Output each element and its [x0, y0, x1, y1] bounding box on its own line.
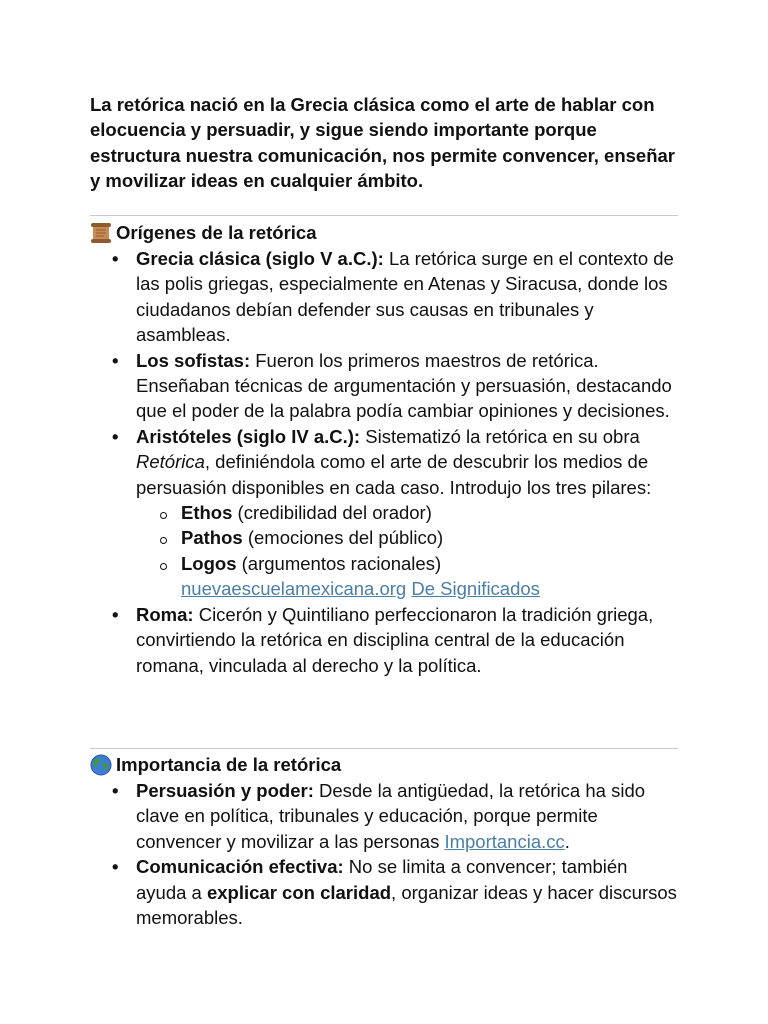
importance-list: [112, 778, 682, 930]
item-term: Los sofistas:: [136, 349, 251, 371]
pillar-item: [158, 551, 682, 602]
item-term: Aristóteles (siglo IV a.C.):: [136, 425, 361, 447]
scroll-icon: [90, 222, 112, 244]
list-item: [112, 778, 682, 854]
section-title: Importancia de la retórica: [116, 754, 342, 775]
section-title: Orígenes de la retórica: [116, 222, 317, 243]
section-divider: [90, 215, 678, 216]
pillar-item: [158, 525, 682, 550]
item-text: .: [564, 830, 570, 852]
section-heading-importancia: [90, 752, 341, 777]
item-text: Sistematizó la retórica en su obra: [360, 425, 640, 447]
item-term: Grecia clásica (siglo V a.C.):: [136, 248, 384, 269]
pillar-text: (emociones del público): [242, 527, 444, 549]
list-item: [112, 424, 682, 602]
list-item: [112, 348, 682, 424]
pillar-text: (argumentos racionales): [236, 552, 442, 574]
section-heading-origenes: [90, 220, 317, 245]
item-text: Desde la antigüedad, la retórica ha sido clave en política, tribunales y educación, porque permite convencer y movilizar a las personas: [136, 780, 646, 852]
item-term: Persuasión y poder:: [136, 780, 314, 801]
item-text: , organizar ideas y hacer discursos memorables.: [136, 881, 677, 929]
emphasis: explicar con claridad: [206, 881, 392, 903]
list-item: [112, 854, 682, 930]
source-link[interactable]: nuevaescuelamexicana.org: [181, 578, 407, 600]
item-text: Cicerón y Quintiliano perfeccionaron la tradición griega, convirtiendo la retórica en disciplina central de la educación romana, vinculada al derecho y la política.: [136, 603, 654, 676]
item-text: Fueron los primeros maestros de retórica. Enseñaban técnicas de argumentación y persuasión, destacando que el poder de la palabra podía cambiar opiniones y decisiones.: [136, 349, 672, 422]
pillar-text: (credibilidad del orador): [232, 502, 432, 524]
globe-icon: [90, 754, 112, 776]
list-item: [112, 246, 682, 348]
item-term: Roma:: [136, 603, 194, 625]
list-item: [112, 602, 682, 678]
pillar-term: Logos: [181, 552, 237, 574]
pillar-item: [158, 500, 682, 525]
item-text: , definiéndola como el arte de descubrir los medios de persuasión disponibles en cada caso. Introdujo los tres pilares:: [136, 451, 652, 498]
book-title: Retórica: [136, 451, 205, 473]
pillar-term: Ethos: [181, 502, 233, 524]
item-text: La retórica surge en el contexto de las polis griegas, especialmente en Atenas y Siracusa, donde los ciudadanos debían defender sus causas en tribunales y asambleas.: [136, 248, 674, 346]
item-term: Comunicación efectiva:: [136, 856, 344, 878]
section-divider: [90, 748, 678, 749]
pillars-list: [136, 500, 682, 602]
source-link[interactable]: Importancia.cc: [444, 830, 565, 852]
pillar-term: Pathos: [181, 527, 243, 549]
origins-list: [112, 246, 682, 678]
intro-paragraph: La retórica nació en la Grecia clásica como el arte de hablar con elocuencia y persuadir, y sigue siendo importante porque estructura nuestra comunicación, nos permite convencer, enseñar y movilizar ideas en cualquier ámbito.: [90, 94, 676, 192]
source-link[interactable]: De Significados: [411, 578, 540, 600]
item-text: No se limita a convencer; también ayuda a: [136, 856, 628, 903]
